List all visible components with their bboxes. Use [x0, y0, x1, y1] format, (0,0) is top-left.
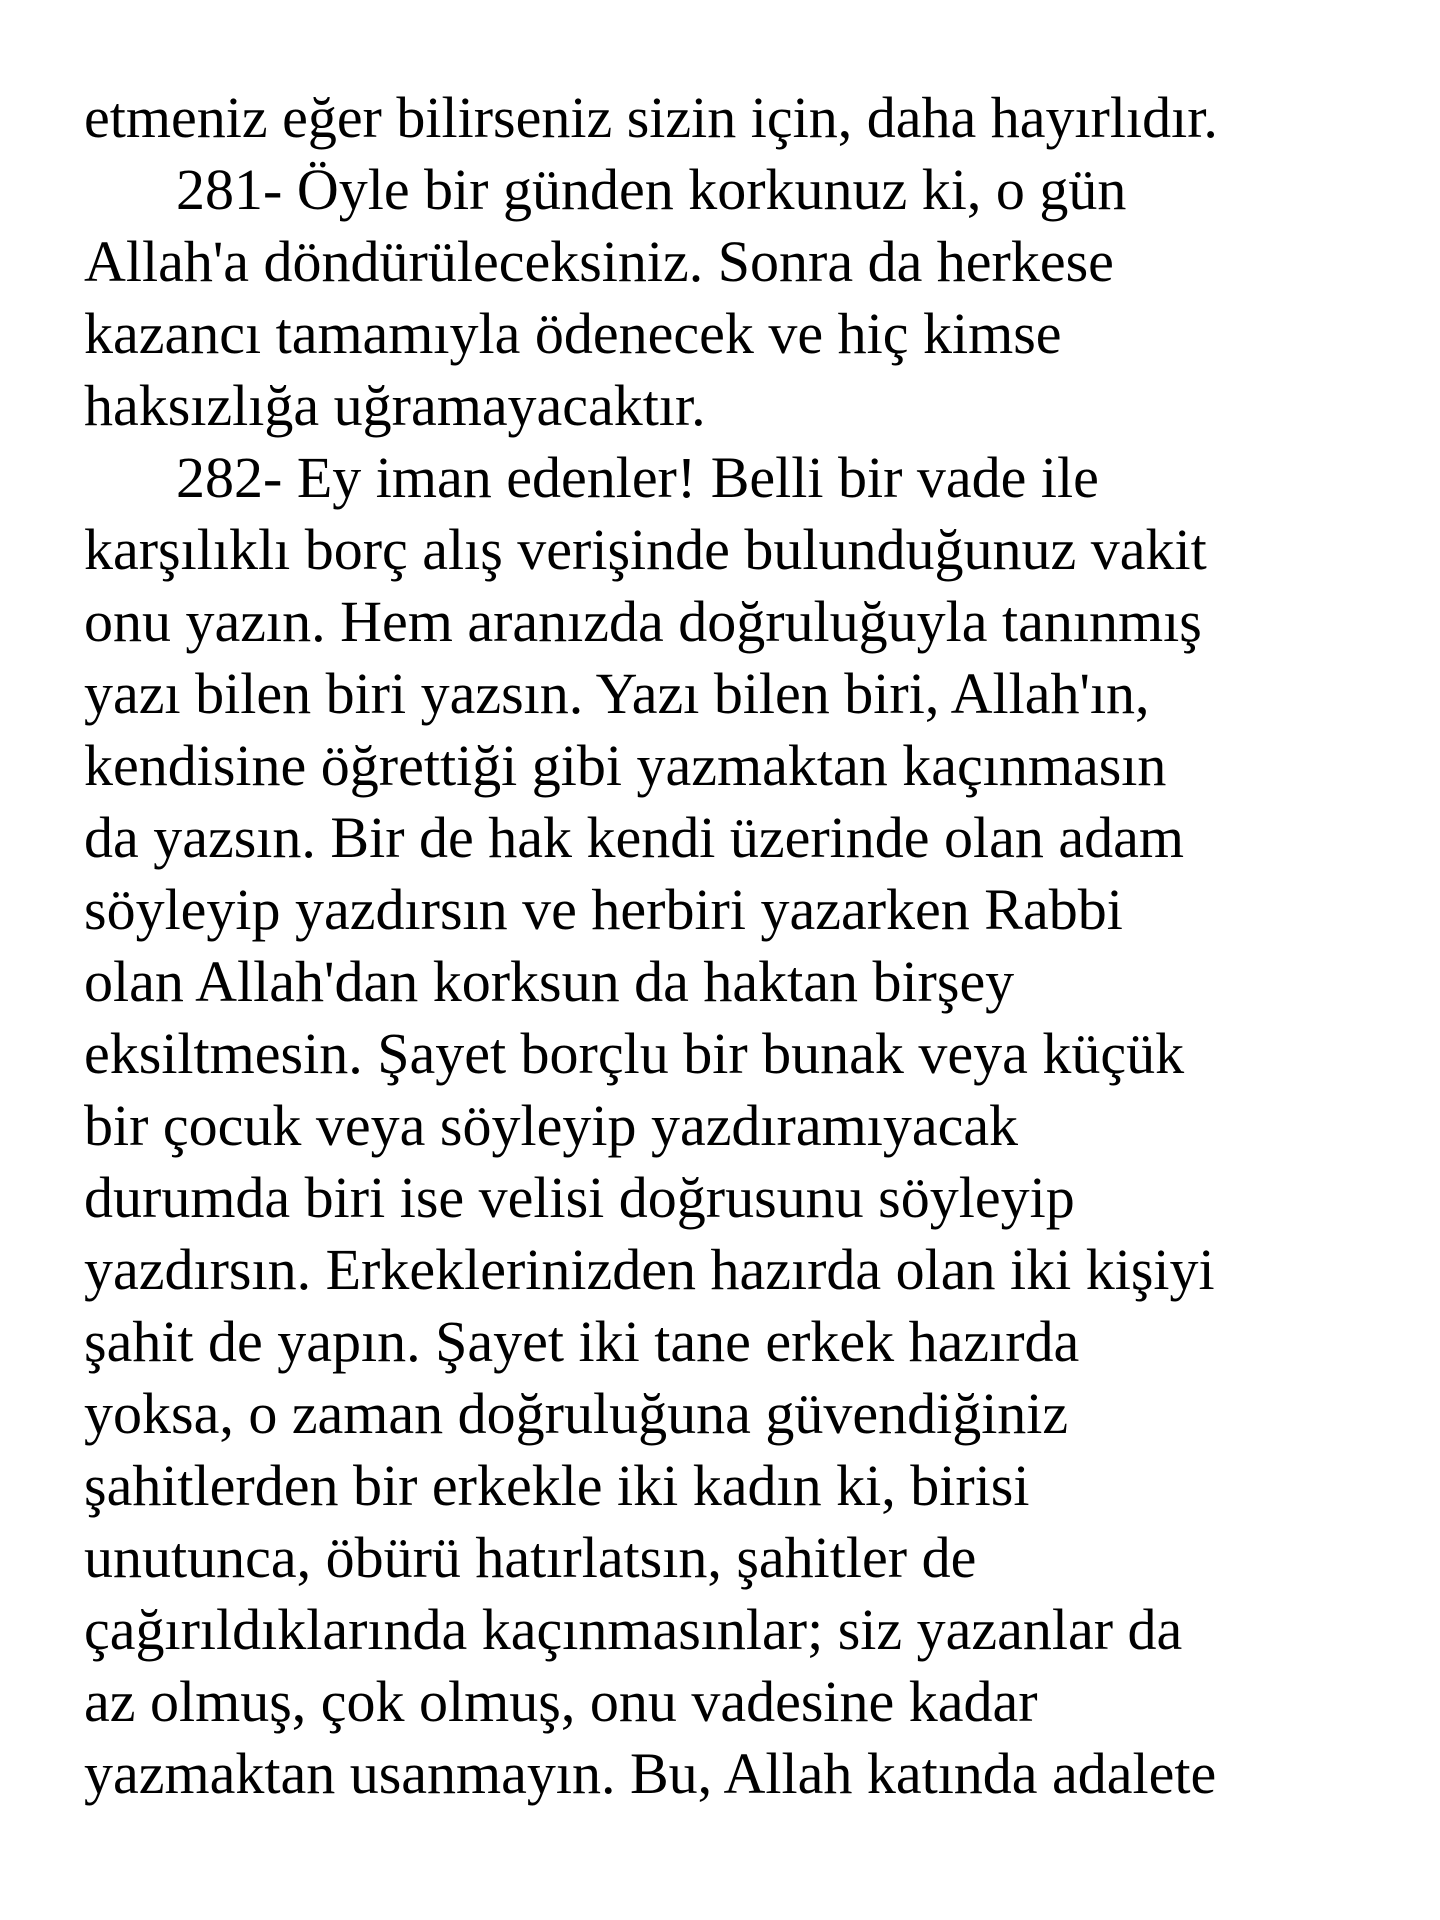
text-line: da yazsın. Bir de hak kendi üzerinde olan adam	[84, 805, 1184, 870]
text-line: bir çocuk veya söyleyip yazdıramıyacak	[84, 1093, 1019, 1158]
text-line: yazmaktan usanmayın. Bu, Allah katında adalete	[84, 1741, 1217, 1806]
text-line: eksiltmesin. Şayet borçlu bir bunak veya küçük	[84, 1021, 1185, 1086]
verse-281-start: 281- Öyle bir günden korkunuz ki, o gün	[176, 157, 1127, 222]
text-line: kendisine öğrettiği gibi yazmaktan kaçınmasın	[84, 733, 1167, 798]
document-page	[84, 82, 1424, 1810]
text-line: onu yazın. Hem aranızda doğruluğuyla tanınmış	[84, 589, 1202, 654]
text-line: yazı bilen biri yazsın. Yazı bilen biri, Allah'ın,	[84, 661, 1150, 726]
text-line: şahitlerden bir erkekle iki kadın ki, birisi	[84, 1453, 1030, 1518]
verse-282-start: 282- Ey iman edenler! Belli bir vade ile	[176, 445, 1099, 510]
text-line: unutunca, öbürü hatırlatsın, şahitler de	[84, 1525, 977, 1590]
text-line: az olmuş, çok olmuş, onu vadesine kadar	[84, 1669, 1038, 1734]
text-line: etmeniz eğer bilirseniz sizin için, daha hayırlıdır.	[84, 85, 1218, 150]
text-line: haksızlığa uğramayacaktır.	[84, 373, 706, 438]
text-line: çağırıldıklarında kaçınmasınlar; siz yazanlar da	[84, 1597, 1183, 1662]
text-line: yazdırsın. Erkeklerinizden hazırda olan iki kişiyi	[84, 1237, 1215, 1302]
text-line: kazancı tamamıyla ödenecek ve hiç kimse	[84, 301, 1062, 366]
text-line: Allah'a döndürüleceksiniz. Sonra da herkese	[84, 229, 1114, 294]
text-line: şahit de yapın. Şayet iki tane erkek hazırda	[84, 1309, 1080, 1374]
text-line: yoksa, o zaman doğruluğuna güvendiğiniz	[84, 1381, 1069, 1446]
text-line: olan Allah'dan korksun da haktan birşey	[84, 949, 1015, 1014]
text-line: karşılıklı borç alış verişinde bulunduğunuz vakit	[84, 517, 1207, 582]
text-line: söyleyip yazdırsın ve herbiri yazarken Rabbi	[84, 877, 1123, 942]
text-line: durumda biri ise velisi doğrusunu söyleyip	[84, 1165, 1075, 1230]
